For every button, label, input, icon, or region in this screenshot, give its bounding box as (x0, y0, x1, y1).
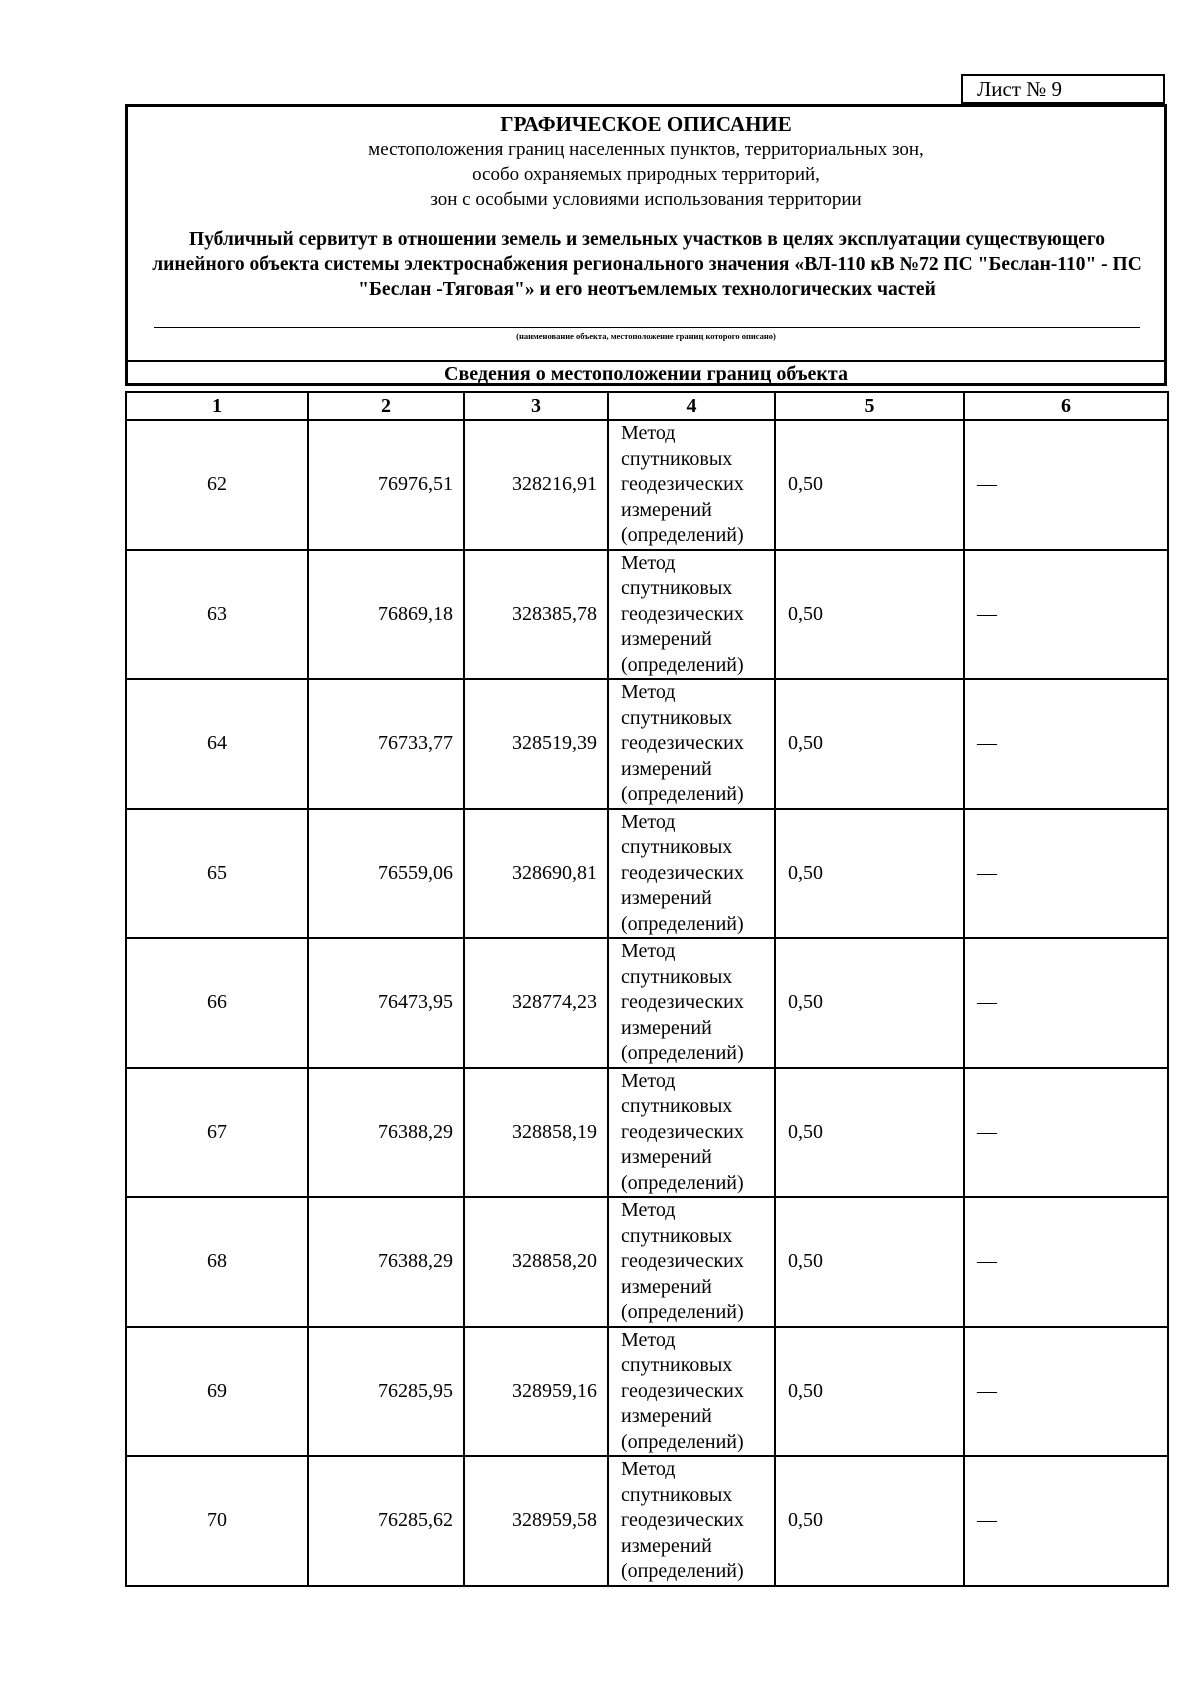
x-coordinate: 76559,06 (308, 809, 464, 939)
table-row (126, 1327, 1168, 1457)
method-description: Метод спутниковых геодезических измерений (определений) (608, 679, 775, 809)
accuracy-value: 0,50 (775, 1197, 964, 1327)
table-row (126, 1068, 1168, 1198)
point-number: 69 (126, 1327, 308, 1457)
note-value: — (964, 1327, 1168, 1457)
point-number: 67 (126, 1068, 308, 1198)
note-value: — (964, 420, 1168, 550)
x-coordinate: 76869,18 (308, 550, 464, 680)
y-coordinate: 328858,20 (464, 1197, 608, 1327)
accuracy-value: 0,50 (775, 420, 964, 550)
x-coordinate: 76285,62 (308, 1456, 464, 1586)
table-header-row (126, 392, 1168, 420)
note-value: — (964, 1068, 1168, 1198)
object-underline (154, 327, 1140, 328)
column-header: 5 (775, 392, 964, 420)
y-coordinate: 328959,58 (464, 1456, 608, 1586)
document-header (125, 104, 1167, 386)
y-coordinate: 328519,39 (464, 679, 608, 809)
point-number: 62 (126, 420, 308, 550)
method-description: Метод спутниковых геодезических измерений (определений) (608, 938, 775, 1068)
x-coordinate: 76473,95 (308, 938, 464, 1068)
object-name: Публичный сервитут в отношении земель и земельных участков в целях эксплуатации существующего линейного объекта системы электроснабжения регионального значения «ВЛ-110 кВ №72 ПС "Беслан-110" - ПС "Беслан -Тяговая"» и его неотъемлемых технологических частей (152, 229, 1142, 300)
table-row (126, 420, 1168, 550)
y-coordinate: 328216,91 (464, 420, 608, 550)
accuracy-value: 0,50 (775, 1068, 964, 1198)
note-value: — (964, 550, 1168, 680)
y-coordinate: 328690,81 (464, 809, 608, 939)
method-description: Метод спутниковых геодезических измерений (определений) (608, 550, 775, 680)
point-number: 66 (126, 938, 308, 1068)
column-header: 2 (308, 392, 464, 420)
column-header: 4 (608, 392, 775, 420)
sheet-number-label: Лист № 9 (961, 74, 1165, 104)
note-value: — (964, 938, 1168, 1068)
document-subtitle (128, 137, 1164, 212)
x-coordinate: 76388,29 (308, 1197, 464, 1327)
note-value: — (964, 1456, 1168, 1586)
y-coordinate: 328385,78 (464, 550, 608, 680)
table-row (126, 679, 1168, 809)
accuracy-value: 0,50 (775, 809, 964, 939)
note-value: — (964, 1197, 1168, 1327)
column-header: 3 (464, 392, 608, 420)
accuracy-value: 0,50 (775, 550, 964, 680)
point-number: 68 (126, 1197, 308, 1327)
section-title: Сведения о местоположении границ объекта (444, 363, 848, 385)
accuracy-value: 0,50 (775, 1327, 964, 1457)
accuracy-value: 0,50 (775, 1456, 964, 1586)
accuracy-value: 0,50 (775, 938, 964, 1068)
method-description: Метод спутниковых геодезических измерений (определений) (608, 1456, 775, 1586)
method-description: Метод спутниковых геодезических измерений (определений) (608, 1197, 775, 1327)
object-caption: (наименование объекта, местоположение границ которого описано) (516, 331, 776, 341)
table-row (126, 1456, 1168, 1586)
x-coordinate: 76285,95 (308, 1327, 464, 1457)
table-row (126, 809, 1168, 939)
note-value: — (964, 809, 1168, 939)
method-description: Метод спутниковых геодезических измерений (определений) (608, 1327, 775, 1457)
subtitle-line: местоположения границ населенных пунктов, территориальных зон, (368, 139, 924, 160)
column-header: 1 (126, 392, 308, 420)
boundary-coordinates-table (125, 391, 1169, 1587)
x-coordinate: 76976,51 (308, 420, 464, 550)
point-number: 63 (126, 550, 308, 680)
method-description: Метод спутниковых геодезических измерений (определений) (608, 420, 775, 550)
method-description: Метод спутниковых геодезических измерений (определений) (608, 1068, 775, 1198)
subtitle-line: зон с особыми условиями использования территории (430, 189, 862, 210)
document-title: ГРАФИЧЕСКОЕ ОПИСАНИЕ (500, 112, 792, 136)
column-header: 6 (964, 392, 1168, 420)
table-body (126, 420, 1168, 1586)
point-number: 70 (126, 1456, 308, 1586)
x-coordinate: 76388,29 (308, 1068, 464, 1198)
subtitle-line: особо охраняемых природных территорий, (472, 164, 820, 185)
y-coordinate: 328858,19 (464, 1068, 608, 1198)
y-coordinate: 328959,16 (464, 1327, 608, 1457)
table-row (126, 1197, 1168, 1327)
y-coordinate: 328774,23 (464, 938, 608, 1068)
x-coordinate: 76733,77 (308, 679, 464, 809)
accuracy-value: 0,50 (775, 679, 964, 809)
table-row (126, 938, 1168, 1068)
note-value: — (964, 679, 1168, 809)
point-number: 64 (126, 679, 308, 809)
point-number: 65 (126, 809, 308, 939)
method-description: Метод спутниковых геодезических измерений (определений) (608, 809, 775, 939)
table-row (126, 550, 1168, 680)
